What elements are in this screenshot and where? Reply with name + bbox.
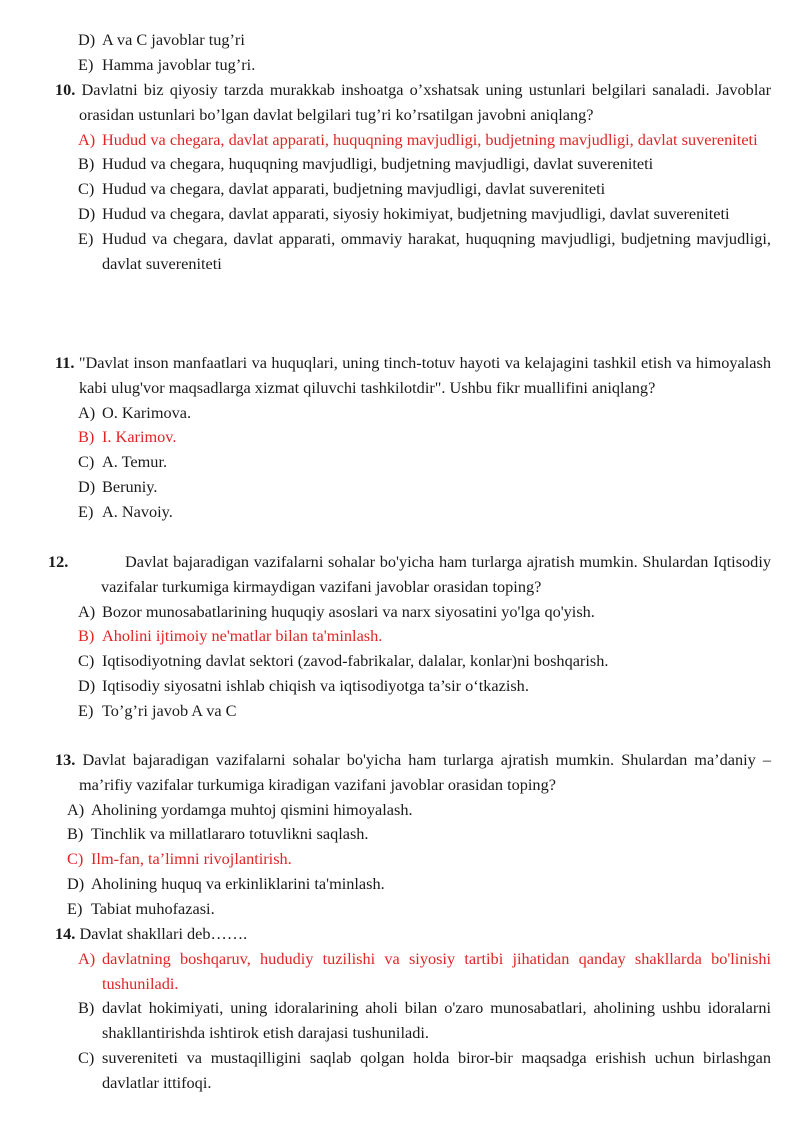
- question-number: 12.: [48, 552, 69, 571]
- option-letter: D): [67, 873, 85, 893]
- option-e: [78, 53, 771, 78]
- option-text: davlatning boshqaruv, hududiy tuzilishi va siyosiy tartibi jihatidan qanday shakllarda bo'linishi tushuniladi.: [102, 948, 771, 993]
- option-text: Aholining huquq va erkinliklarini ta'minlash.: [91, 873, 385, 893]
- option-text: Iqtisodiyotning davlat sektori (zavod-fabrikalar, dalalar, konlar)ni boshqarish.: [102, 651, 609, 671]
- option-c-correct: [67, 847, 771, 872]
- question-12: [48, 550, 771, 724]
- question-9-tail: [78, 28, 771, 78]
- option-letter: C): [67, 849, 84, 869]
- option-text: Ilm-fan, ta’limni rivojlantirish.: [91, 849, 292, 869]
- question-13: [55, 748, 771, 922]
- option-d: [78, 475, 771, 500]
- option-e: [67, 897, 771, 922]
- question-number: 10.: [55, 80, 76, 99]
- option-d: [78, 674, 771, 699]
- option-text: Hudud va chegara, davlat apparati, budjetning mavjudligi, davlat suvereniteti: [102, 179, 606, 199]
- question-text: [55, 78, 771, 128]
- option-text: Hudud va chegara, davlat apparati, ommaviy harakat, huquqning mavjudligi, budjetning mavjudligi, davlat suvereniteti: [102, 228, 771, 273]
- option-a: [78, 600, 771, 625]
- question-text: [48, 550, 771, 600]
- question-number: 14.: [55, 924, 76, 943]
- option-letter: C): [78, 452, 95, 472]
- option-text: Beruniy.: [102, 476, 158, 496]
- option-text: Hudud va chegara, huquqning mavjudligi, budjetning mavjudligi, davlat suvereniteti: [102, 154, 654, 174]
- option-e: [78, 227, 771, 277]
- option-b-correct: [78, 624, 771, 649]
- option-letter: B): [78, 427, 95, 447]
- option-letter: D): [78, 476, 96, 496]
- option-letter: B): [78, 626, 95, 646]
- option-b: [78, 152, 771, 177]
- option-text: A. Temur.: [102, 452, 168, 472]
- option-d: [78, 28, 771, 53]
- option-b-correct: [78, 425, 771, 450]
- option-letter: C): [78, 179, 95, 199]
- option-letter: E): [78, 501, 94, 521]
- option-letter: A): [78, 402, 96, 422]
- option-text: To’g’ri javob A va C: [102, 700, 237, 720]
- option-text: O. Karimova.: [102, 402, 192, 422]
- option-letter: B): [78, 154, 95, 174]
- question-text: [55, 748, 771, 798]
- option-text: Hudud va chegara, davlat apparati, siyosiy hokimiyat, budjetning mavjudligi, davlat suvereniteti: [102, 203, 730, 223]
- option-letter: E): [67, 898, 83, 918]
- option-letter: E): [78, 228, 94, 248]
- option-a-correct: [78, 128, 771, 153]
- question-body: Davlatni biz qiyosiy tarzda murakkab inshoatga o’xshatsak uning ustunlari belgilari sanaladi. Javoblar orasidan ustunlari bo’lgan davlat belgilari tug’ri ko’rsatilgan javobni aniqlang?: [79, 80, 771, 124]
- option-e: [78, 500, 771, 525]
- option-text: Bozor munosabatlarining huquqiy asoslari va narx siyosatini yo'lga qo'yish.: [102, 601, 595, 621]
- option-a: [67, 798, 771, 823]
- option-letter: D): [78, 203, 96, 223]
- option-c: [78, 649, 771, 674]
- question-body: Davlat bajaradigan vazifalarni sohalar bo'yicha ham turlarga ajratish mumkin. Shulardan Iqtisodiy vazifalar turkumiga kirmaydigan vazifani javoblar orasidan toping?: [101, 552, 771, 596]
- option-c: [78, 1046, 771, 1096]
- option-text: Aholini ijtimoiy ne'matlar bilan ta'minlash.: [102, 626, 383, 646]
- question-11: [55, 351, 771, 525]
- option-letter: B): [67, 824, 84, 844]
- option-b: [78, 996, 771, 1046]
- option-letter: E): [78, 54, 94, 74]
- option-text: Aholining yordamga muhtoj qismini himoyalash.: [91, 799, 413, 819]
- question-body: "Davlat inson manfaatlari va huquqlari, uning tinch-totuv hayoti va kelajagini tashkil etish va himoyalash kabi ulug'vor maqsadlarga xizmat qiluvchi tashkilotdir". Ushbu fikr muallifini aniqlang?: [78, 353, 771, 397]
- option-text: A va C javoblar tug’ri: [102, 30, 245, 49]
- option-d: [67, 872, 771, 897]
- option-text: suvereniteti va mustaqilligini saqlab qolgan holda biror-bir maqsadga erishish uchun birlashgan davlatlar ittifoqi.: [102, 1047, 771, 1092]
- option-letter: A): [78, 129, 96, 149]
- option-c: [78, 177, 771, 202]
- option-a: [78, 401, 771, 426]
- question-text: [55, 922, 771, 947]
- option-text: A. Navoiy.: [102, 501, 173, 521]
- question-10: [55, 78, 771, 276]
- option-e: [78, 699, 771, 724]
- option-letter: A): [78, 948, 96, 968]
- option-text: I. Karimov.: [102, 427, 177, 447]
- option-letter: E): [78, 700, 94, 720]
- option-letter: A): [78, 601, 96, 621]
- question-14: [55, 922, 771, 1096]
- option-text: Tabiat muhofazasi.: [91, 898, 215, 918]
- option-letter: D): [78, 30, 96, 49]
- question-number: 13.: [55, 750, 76, 769]
- option-c: [78, 450, 771, 475]
- option-text: davlat hokimiyati, uning idoralarining aholi bilan o'zaro munosabatlari, aholining ushbu idoralarni shakllantirishda ishtirok etish darajasi tushuniladi.: [102, 998, 771, 1043]
- option-text: Hamma javoblar tug’ri.: [102, 54, 256, 74]
- question-body: Davlat bajaradigan vazifalarni sohalar bo'yicha ham turlarga ajratish mumkin. Shulardan ma’daniy – ma’rifiy vazifalar turkumiga kiradigan vazifani javoblar orasidan toping?: [79, 750, 771, 794]
- question-text: [55, 351, 771, 401]
- option-d: [78, 202, 771, 227]
- option-letter: C): [78, 1047, 95, 1067]
- option-text: Tinchlik va millatlararo totuvlikni saqlash.: [91, 824, 369, 844]
- option-letter: C): [78, 651, 95, 671]
- option-a-correct: [78, 947, 771, 997]
- option-letter: A): [67, 799, 85, 819]
- option-letter: D): [78, 675, 96, 695]
- option-text: Hudud va chegara, davlat apparati, huquqning mavjudligi, budjetning mavjudligi, davlat suvereniteti: [102, 129, 758, 149]
- question-body: Davlat shakllari deb…….: [79, 924, 248, 943]
- option-text: Iqtisodiy siyosatni ishlab chiqish va iqtisodiyotga ta’sir o‘tkazish.: [102, 675, 529, 695]
- question-number: 11.: [55, 353, 75, 372]
- option-letter: B): [78, 998, 95, 1018]
- option-b: [67, 822, 771, 847]
